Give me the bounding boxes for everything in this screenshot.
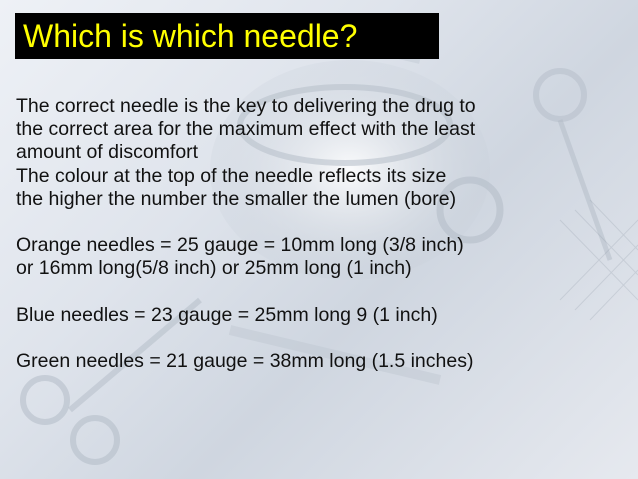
body-line: amount of discomfort (16, 141, 199, 164)
paragraph-gap (16, 281, 626, 304)
body-line-orange-needles: Orange needles = 25 gauge = 10mm long (3/8 inch) (16, 234, 464, 257)
body-line-blue-needles: Blue needles = 23 gauge = 25mm long 9 (1 inch) (16, 303, 438, 326)
slide-title: Which is which needle? (23, 18, 358, 54)
body-line: The correct needle is the key to delivering the drug to (16, 95, 476, 117)
body-line-orange-needles-continued: or 16mm long(5/8 inch) or 25mm long (1 inch) (16, 257, 412, 280)
body-text (16, 95, 626, 373)
title-box (15, 13, 439, 59)
body-line-green-needles: Green needles = 21 gauge = 38mm long (1.5 inches) (16, 350, 474, 373)
paragraph-gap (16, 327, 626, 350)
body-line: The colour at the top of the needle reflects its size (16, 164, 447, 187)
body-line: the correct area for the maximum effect with the least (16, 118, 476, 141)
paragraph-gap (16, 211, 626, 234)
body-line: the higher the number the smaller the lumen (bore) (16, 187, 457, 210)
